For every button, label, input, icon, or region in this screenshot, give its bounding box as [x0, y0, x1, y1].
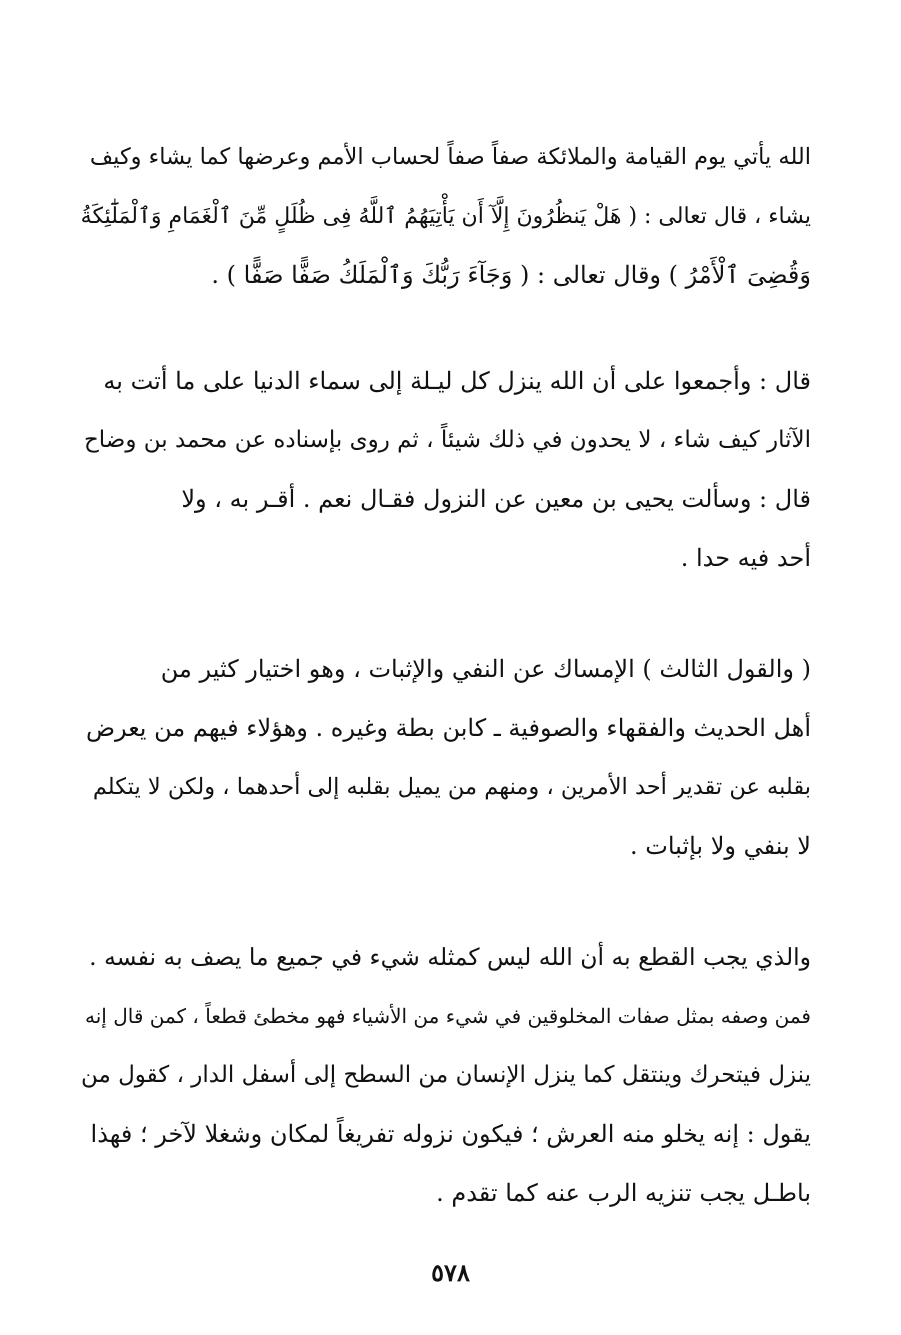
text-line: يقول : إنه يخلو منه العرش ؛ فيكون نزوله تفريغاً لمكان وشغلا لآخر ؛ فهذا: [90, 1120, 811, 1148]
paragraph-1: [78, 128, 811, 305]
text-line: أحد فيه حدا .: [680, 544, 811, 572]
paragraph-3: [78, 640, 811, 876]
text-line: لا بنفي ولا بإثبات .: [630, 832, 811, 860]
text-line: وَقُضِىَ ٱلْأَمْرُ ) وقال تعالى : ( وَجَآءَ رَبُّكَ وَٱلْمَلَكُ صَفًّا صَفًّا ) .: [211, 261, 811, 289]
text-line: الله يأتي يوم القيامة والملائكة صفاً صفاً لحساب الأمم وعرضها كما يشاء وكيف: [89, 144, 811, 170]
text-line: قال : وسألت يحيى بن معين عن النزول فقـال نعم . أقـر به ، ولا: [181, 485, 811, 513]
paragraph-2: [78, 352, 811, 588]
text-line: يشاء ، قال تعالى : ( هَلْ يَنظُرُونَ إِلَّآ أَن يَأْتِيَهُمُ ٱللَّهُ فِى ظُلَلٍ مِّنَ ٱلْغَمَامِ وَٱلْمَلَٰٓئِكَةُ: [80, 204, 811, 229]
text-line: فمن وصفه بمثل صفات المخلوقين في شيء من الأشياء فهو مخطئ قطعاً ، كمن قال إنه: [85, 1004, 811, 1028]
text-line: بقلبه عن تقدير أحد الأمرين ، ومنهم من يميل بقلبه إلى أحدهما ، ولكن لا يتكلم: [92, 774, 811, 800]
page-number: ٥٧٨: [431, 1258, 470, 1287]
text-line: الآثار كيف شاء ، لا يحدون في ذلك شيئاً ، ثم روى بإسناده عن محمد بن وضاح: [83, 427, 811, 453]
text-line: أهل الحديث والفقهاء والصوفية ـ كابن بطة وغيره . وهؤلاء فيهم من يعرض: [85, 714, 811, 742]
text-line: قال : وأجمعوا على أن الله ينزل كل ليـلة إلى سماء الدنيا على ما أتت به: [103, 367, 811, 395]
text-line: والذي يجب القطع به أن الله ليس كمثله شيء في جميع ما يصف به نفسه .: [89, 943, 811, 971]
text-line: ينزل فيتحرك وينتقل كما ينزل الإنسان من السطح إلى أسفل الدار ، كقول من: [80, 1062, 811, 1088]
text-line: ( والقول الثالث ) الإمساك عن النفي والإثبات ، وهو اختيار كثير من: [160, 655, 811, 683]
text-line: باطـل يجب تنزيه الرب عنه كما تقدم .: [436, 1179, 811, 1207]
paragraph-4: [78, 928, 811, 1223]
